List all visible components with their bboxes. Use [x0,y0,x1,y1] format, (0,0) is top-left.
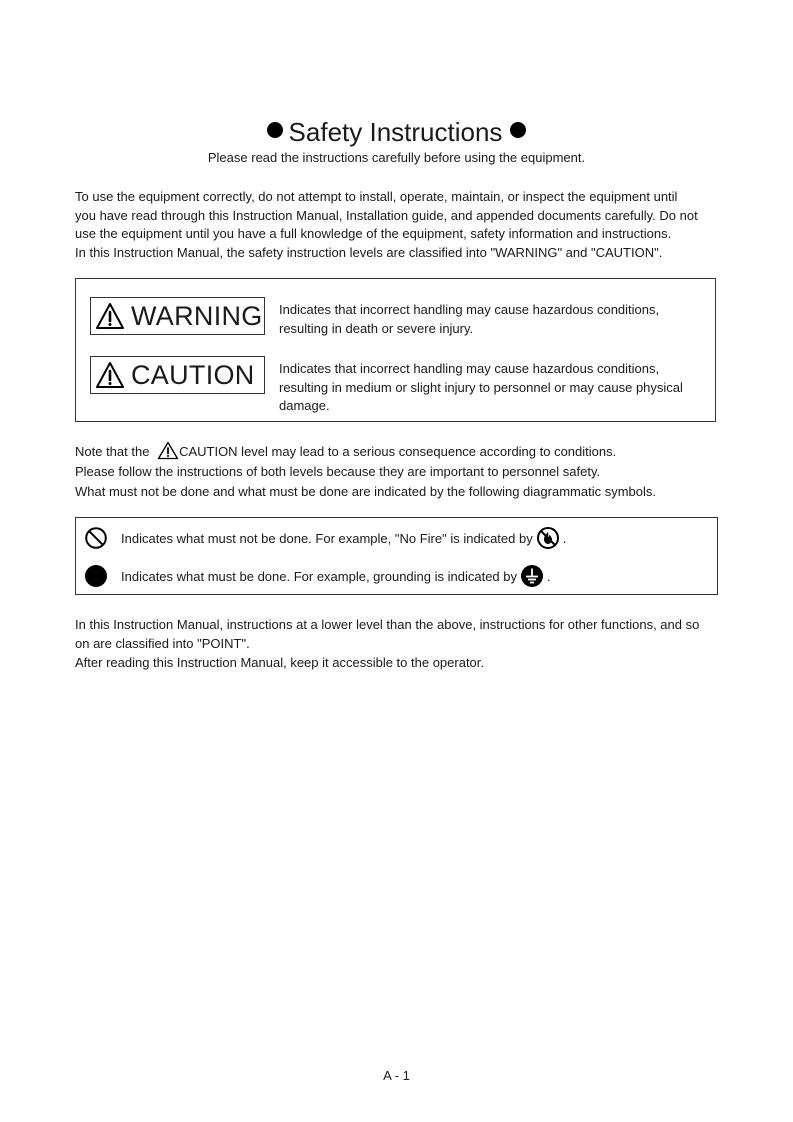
warning-label-text: WARNING [131,300,263,331]
closing-line: on are classified into "POINT". [75,636,250,651]
bullet-dot-icon [267,122,283,138]
note-line [75,441,725,462]
warning-triangle-icon [95,302,125,330]
note-prefix: Note that the [75,444,154,459]
description-line: damage. [279,398,330,413]
caution-triangle-icon [95,361,125,389]
closing-line: After reading this Instruction Manual, keep it accessible to the operator. [75,655,485,670]
intro-paragraph [75,188,725,262]
caution-description [279,360,709,416]
safety-levels-box [75,278,716,422]
closing-paragraph [75,615,720,672]
title-text: Safety Instructions [288,117,503,147]
description-line: Indicates that incorrect handling may cause hazardous conditions, [279,361,660,376]
caution-triangle-icon [157,441,179,460]
note-suffix: level may lead to a serious consequence according to conditions. [237,444,617,459]
note-caution-word: CAUTION [179,444,238,459]
prohibition-text: Indicates what must not be done. For example, "No Fire" is indicated by [121,530,533,546]
mandatory-row [84,564,551,588]
prohibition-icon [84,526,108,550]
bullet-dot-icon [510,122,526,138]
sentence-end: . [562,530,567,546]
symbols-box [75,517,718,595]
no-fire-icon [536,526,560,550]
page-title [0,116,793,148]
note-paragraph [75,441,725,502]
closing-line: In this Instruction Manual, instructions at a lower level than the above, instructions for other functions, and so [75,617,700,632]
prohibition-row [84,526,566,550]
warning-description [279,301,709,338]
caution-label [90,356,265,394]
page-subtitle: Please read the instructions carefully before using the equipment. [207,150,586,165]
intro-line: you have read through this Instruction Manual, Installation guide, and appended documents carefully. Do not [75,207,698,223]
page-number: A - 1 [383,1068,410,1083]
description-line: resulting in medium or slight injury to personnel or may cause physical [279,379,683,395]
description-line: resulting in death or severe injury. [279,320,474,336]
mandatory-text: Indicates what must be done. For example, grounding is indicated by [121,568,518,584]
warning-label [90,297,265,335]
grounding-icon [520,564,544,588]
description-line: Indicates that incorrect handling may cause hazardous conditions, [279,302,660,317]
intro-line: To use the equipment correctly, do not attempt to install, operate, maintain, or inspect the equipment until [75,189,678,204]
note-line: Please follow the instructions of both levels because they are important to personnel safety. [75,464,601,479]
caution-label-text: CAUTION [131,359,255,390]
note-line: What must not be done and what must be done are indicated by the following diagrammatic symbols. [75,484,656,499]
mandatory-dot-icon [84,564,108,588]
sentence-end: . [547,568,551,584]
intro-line: use the equipment until you have a full knowledge of the equipment, safety information and instructions. [75,226,672,241]
intro-line: In this Instruction Manual, the safety instruction levels are classified into "WARNING" and "CAUTION". [75,244,663,260]
